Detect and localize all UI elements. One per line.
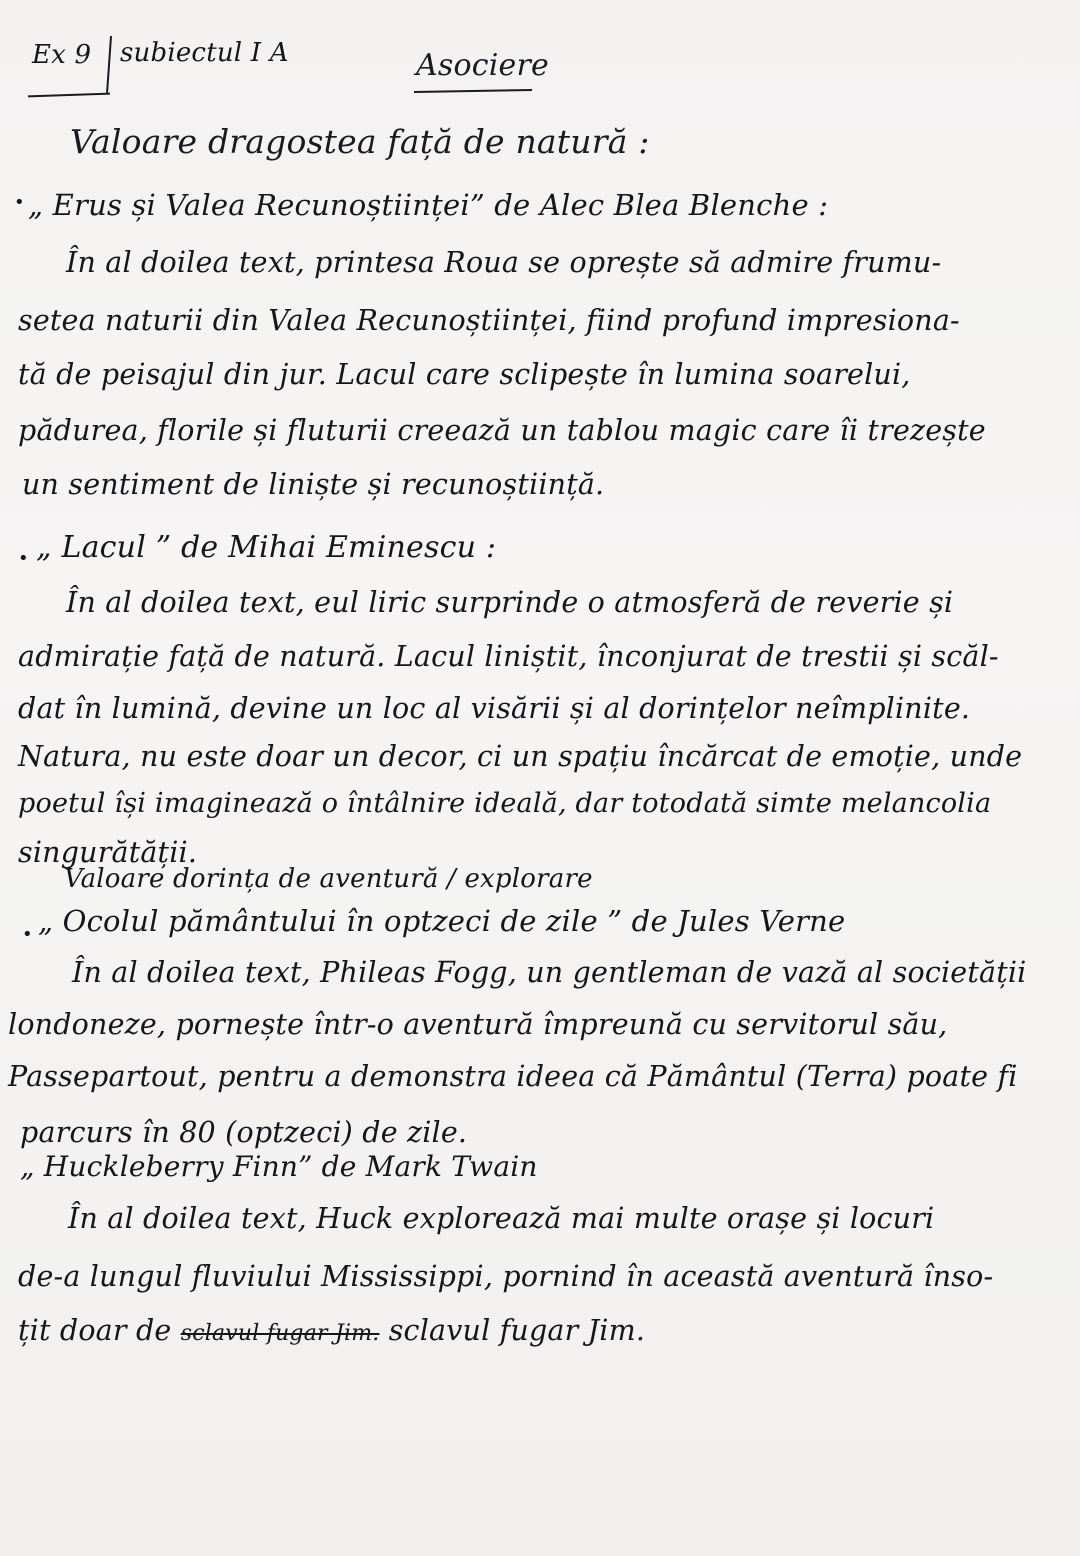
text-line: tă de peisajul din jur. Lacul care sclipește în lumina soarelui,	[18, 358, 911, 391]
header-divider	[106, 36, 112, 94]
title-underline	[414, 89, 532, 93]
text-line: În al doilea text, Huck explorează mai multe orașe și locuri	[68, 1202, 935, 1235]
struck-text: sclavul fugar Jim.	[180, 1321, 380, 1346]
text-line: În al doilea text, Phileas Fogg, un gentleman de vază al societății	[72, 956, 1027, 989]
header-underline	[28, 93, 110, 98]
text-line: pădurea, florile și fluturii creează un tablou magic care îi trezește	[18, 414, 986, 447]
bullet: •	[22, 924, 33, 945]
text-fragment: țit doar de	[18, 1314, 172, 1347]
text-line: singurătății.	[18, 836, 198, 869]
item-title: „ Lacul ” de Mihai Eminescu :	[36, 530, 497, 565]
text-line: un sentiment de liniște și recunoștiință.	[22, 468, 605, 501]
text-line: de-a lungul fluviului Mississippi, pornind în această aventură înso-	[18, 1260, 994, 1293]
item-title: „ Ocolul pământului în optzeci de zile ” de Jules Verne	[38, 904, 846, 938]
text-line: setea naturii din Valea Recunoștiinței, fiind profund impresiona-	[18, 304, 960, 337]
exercise-label: Ex 9	[32, 40, 92, 70]
bullet: •	[14, 192, 25, 213]
text-line: parcurs în 80 (optzeci) de zile.	[20, 1116, 468, 1149]
section1-heading: Valoare dragostea față de natură :	[70, 122, 650, 161]
text-line: londoneze, pornește într-o aventură împreună cu servitorul său,	[8, 1008, 948, 1041]
text-line: Natura, nu este doar un decor, ci un spațiu încărcat de emoție, unde	[18, 740, 1023, 773]
text-fragment: sclavul fugar Jim.	[388, 1314, 646, 1347]
section2-heading: Valoare dorința de aventură / explorare	[64, 864, 593, 894]
text-line: poetul își imaginează o întâlnire ideală, dar totodată simte melancolia	[18, 788, 992, 819]
last-line	[18, 1314, 645, 1347]
item-title: „ Huckleberry Finn” de Mark Twain	[20, 1150, 538, 1183]
text-line: dat în lumină, devine un loc al visării și al dorințelor neîmplinite.	[18, 692, 971, 725]
text-line: În al doilea text, eul liric surprinde o atmosferă de reverie și	[66, 586, 954, 619]
text-line: Passepartout, pentru a demonstra ideea că Pământul (Terra) poate fi	[8, 1060, 1018, 1093]
text-line: admirație față de natură. Lacul liniștit, înconjurat de trestii și scăl-	[18, 640, 999, 673]
item-title: „ Erus și Valea Recunoștiinței” de Alec Blea Blenche :	[28, 188, 829, 222]
bullet: •	[18, 548, 29, 569]
page-title: Asociere	[416, 48, 549, 83]
text-line: În al doilea text, printesa Roua se oprește să admire frumu-	[66, 246, 942, 279]
subject-label: subiectul I A	[120, 38, 289, 68]
